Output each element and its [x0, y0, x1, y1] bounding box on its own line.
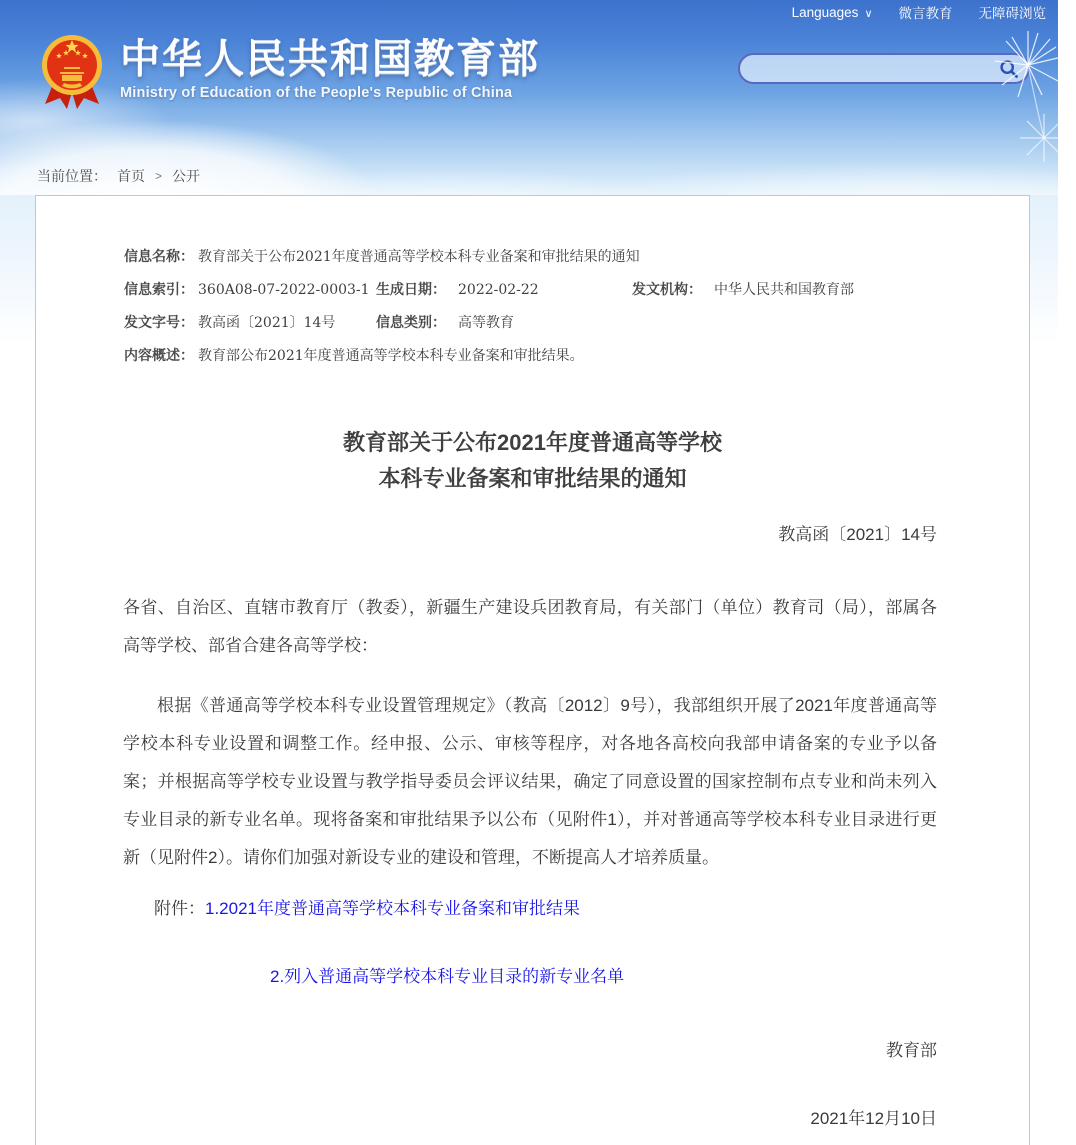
- site-brand[interactable]: [40, 34, 540, 112]
- site-title: 中华人民共和国教育部: [120, 37, 540, 81]
- search-button[interactable]: [997, 57, 1021, 81]
- attachments-label: 附件：: [154, 899, 205, 918]
- meta-value-category: 高等教育: [458, 315, 514, 331]
- national-emblem-logo: [40, 34, 104, 112]
- meta-value-summary: 教育部公布2021年度普通高等学校本科专业备案和审批结果。: [198, 348, 584, 364]
- document-metadata: [124, 246, 954, 365]
- meta-label-summary: 内容概述：: [124, 347, 194, 363]
- document-title: [36, 425, 1029, 497]
- document-body: [123, 525, 937, 1133]
- breadcrumb-home-link[interactable]: 首页: [117, 168, 145, 184]
- weiyan-education-link[interactable]: 微言教育: [898, 6, 953, 21]
- meta-value-info-index: 360A08-07-2022-0003-1: [198, 282, 370, 298]
- attachment-line-2: [123, 963, 937, 991]
- search-input[interactable]: [756, 61, 997, 77]
- search-icon: [999, 59, 1019, 79]
- accessibility-link[interactable]: 无障碍浏览: [978, 6, 1046, 21]
- meta-label-issuer: 发文机构：: [632, 281, 702, 297]
- document-title-line1: 教育部关于公布2021年度普通高等学校: [343, 430, 722, 455]
- meta-value-issuer: 中华人民共和国教育部: [714, 282, 854, 298]
- attachment-2-link[interactable]: 2.列入普通高等学校本科专业目录的新专业名单: [270, 967, 625, 986]
- meta-value-info-name: 教育部关于公布2021年度普通高等学校本科专业备案和审批结果的通知: [198, 249, 640, 265]
- breadcrumb-separator: >: [155, 169, 163, 183]
- site-header: [0, 0, 1058, 195]
- chevron-down-icon: ∨: [864, 7, 873, 20]
- document-title-line2: 本科专业备案和审批结果的通知: [378, 466, 687, 491]
- breadcrumb-label: 当前位置：: [37, 168, 107, 184]
- document-paragraph-main: 根据《普通高等学校本科专业设置管理规定》（教高〔2012〕9号），我部组织开展了2021年度普通高等学校本科专业设置和调整工作。经申报、公示、审核等程序，对各地各高校向我部申请备案的专业予以备案；并根据高等学校专业设置与教学指导委员会评议结果，确定了同意设置的国家控制布点专业和尚未列入专业目录的新专业名单。现将备案和审批结果予以公布（见附件1），并对普通高等学校本科专业目录进行更新（见附件2）。请你们加强对新设专业的建设和管理，不断提高人才培养质量。: [123, 696, 937, 867]
- signature: 教育部: [886, 1041, 937, 1060]
- utility-nav: [792, 2, 1046, 22]
- meta-value-gen-date: 2022-02-22: [458, 282, 539, 298]
- document-number: 教高函〔2021〕14号: [778, 525, 937, 544]
- meta-label-info-index: 信息索引：: [124, 281, 194, 297]
- content-panel: [35, 195, 1030, 1145]
- page-background: [0, 195, 1058, 1128]
- meta-label-gen-date: 生成日期：: [376, 281, 446, 297]
- meta-value-doc-number: 教高函〔2021〕14号: [198, 315, 336, 331]
- languages-menu[interactable]: [792, 5, 873, 20]
- breadcrumb-section-link[interactable]: 公开: [172, 168, 201, 184]
- document-paragraph-recipients: 各省、自治区、直辖市教育厅（教委），新疆生产建设兵团教育局，有关部门（单位）教育司（局），部属各高等学校、部省合建各高等学校：: [123, 598, 937, 655]
- attachment-1-link[interactable]: 1.2021年度普通高等学校本科专业备案和审批结果: [205, 899, 580, 918]
- attachment-line-1: [123, 895, 937, 923]
- dandelion-decoration: [966, 10, 1076, 180]
- breadcrumb: [37, 166, 200, 186]
- meta-label-category: 信息类别：: [376, 314, 446, 330]
- site-search: [738, 53, 1030, 84]
- site-subtitle: Ministry of Education of the People's Republic of China: [120, 85, 513, 101]
- signature-date: 2021年12月10日: [810, 1109, 937, 1128]
- languages-label: Languages: [791, 4, 859, 20]
- meta-label-info-name: 信息名称：: [124, 248, 194, 264]
- meta-label-doc-number: 发文字号：: [124, 314, 194, 330]
